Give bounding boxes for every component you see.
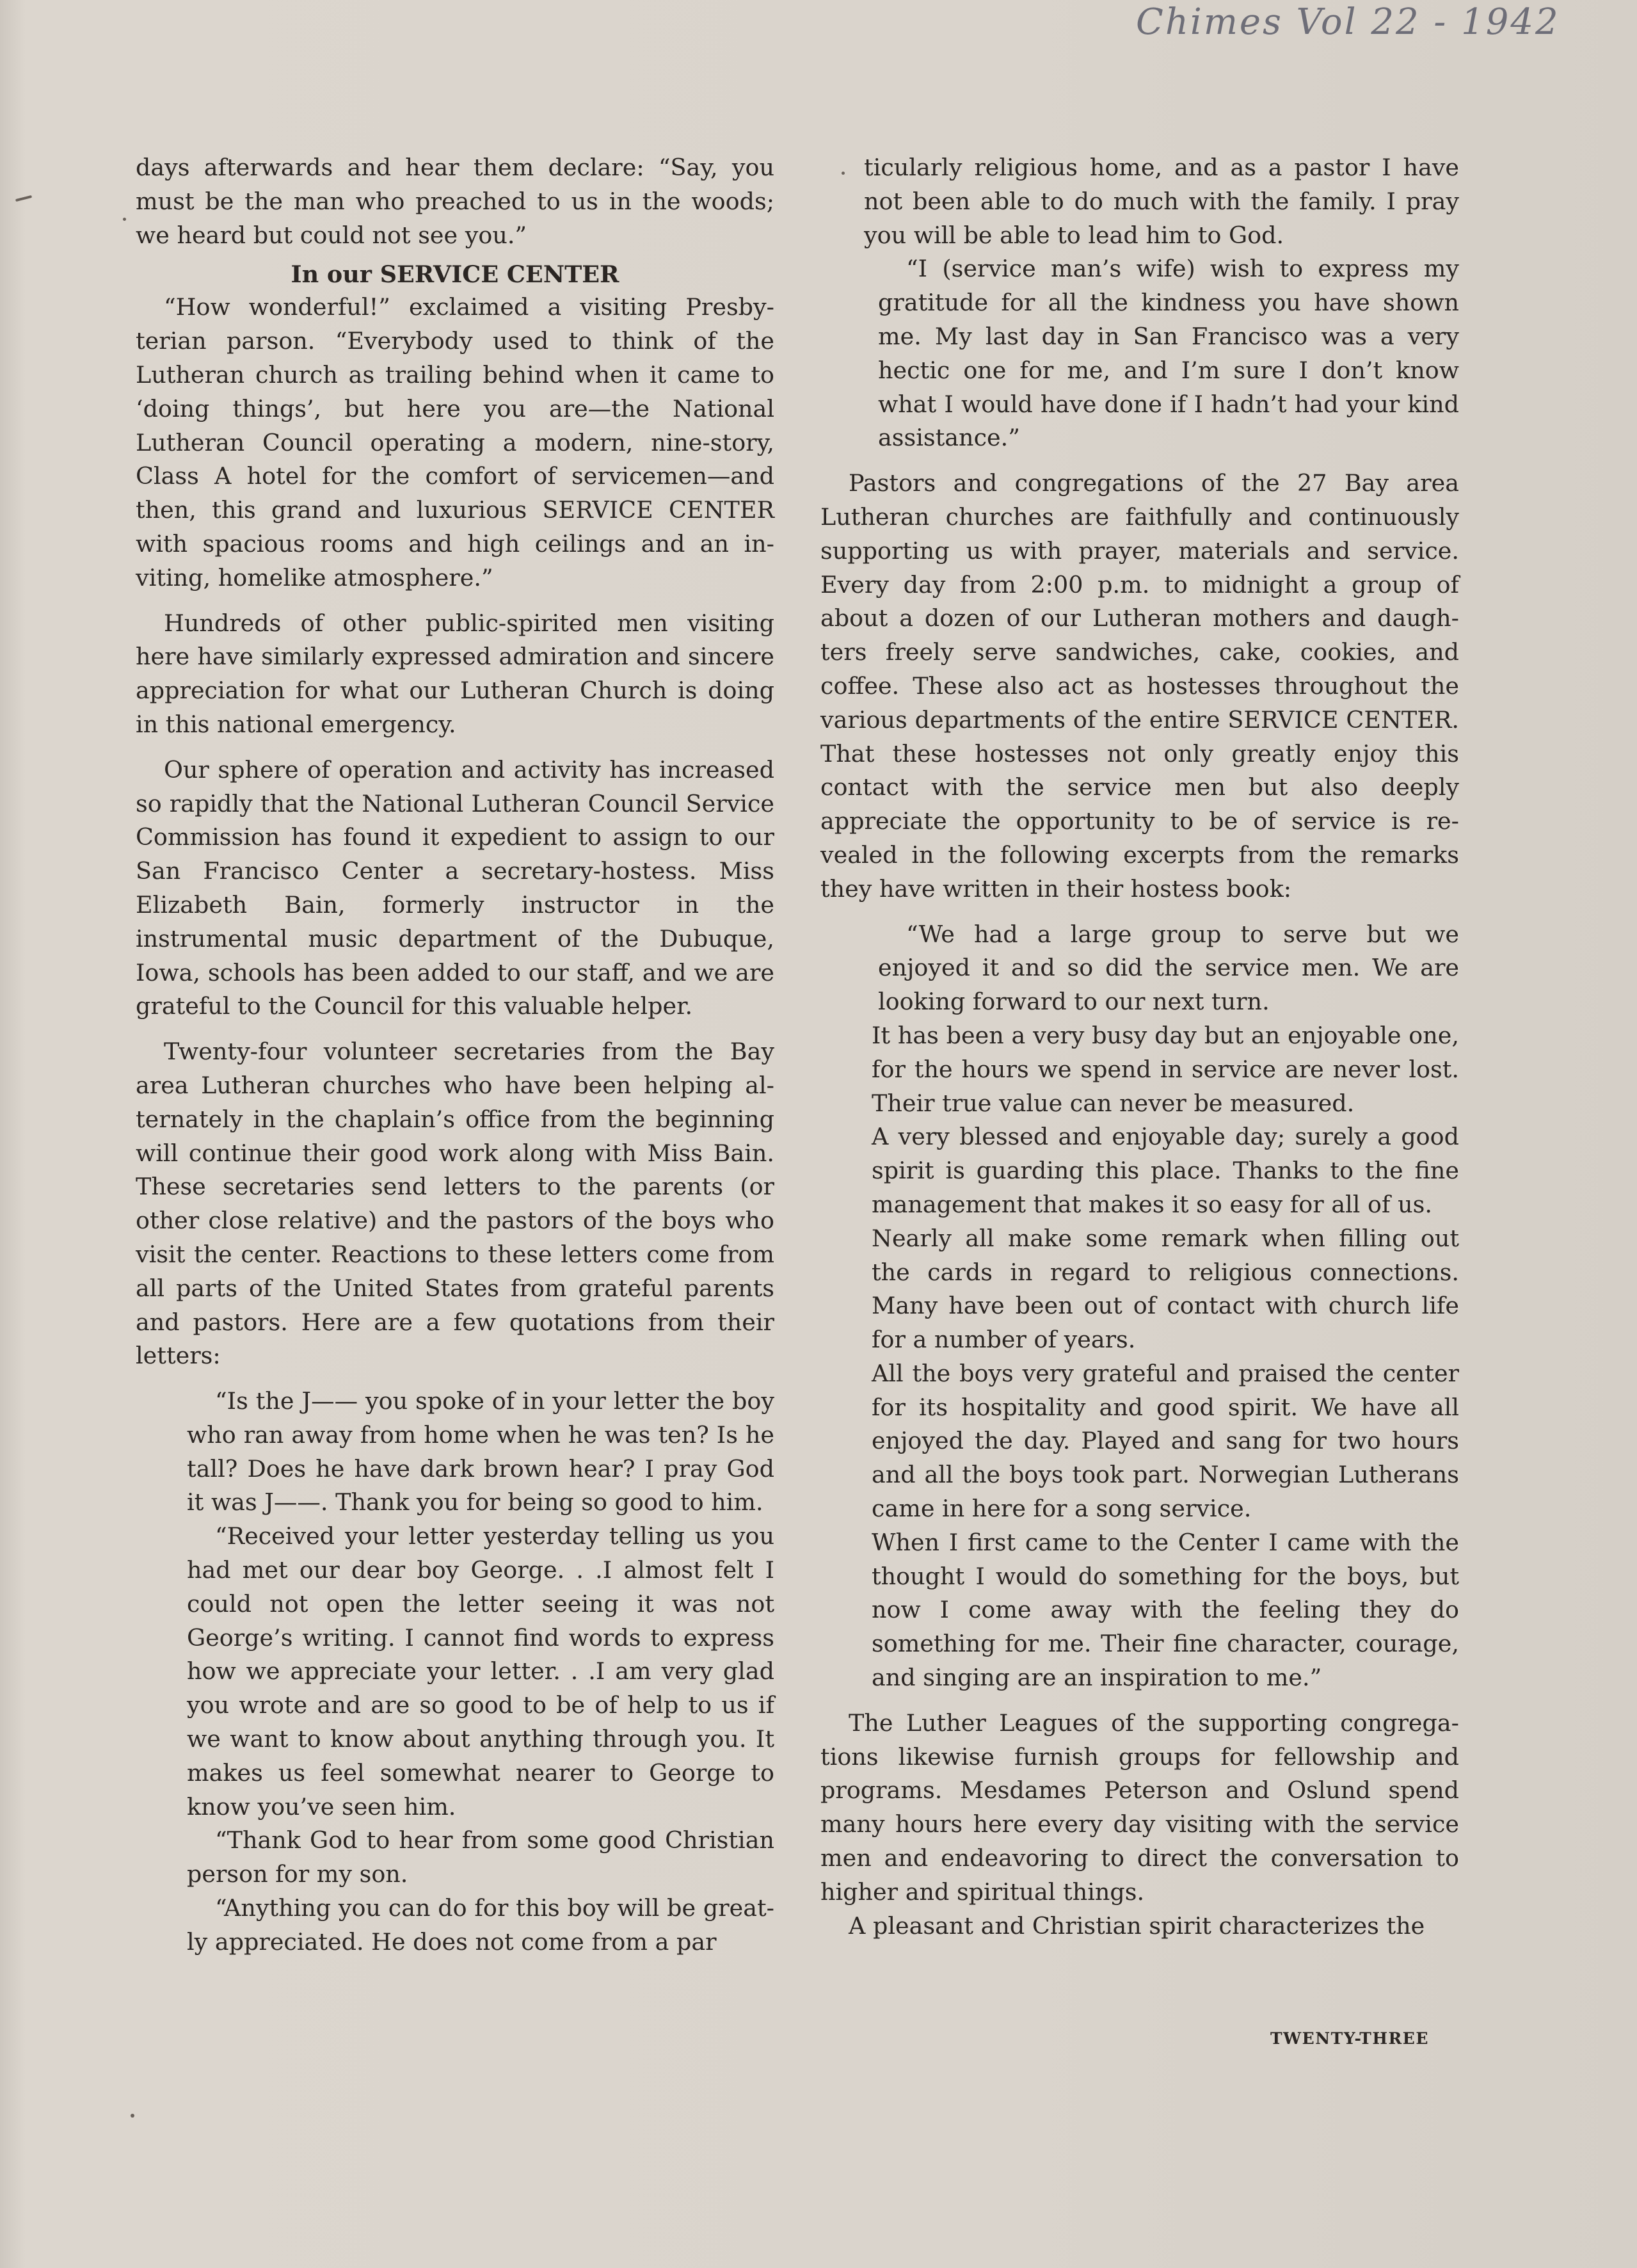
handwritten-archive-note: Chimes Vol 22 - 1942 xyxy=(1136,1,1560,43)
letter-quote: “Received your letter yesterday telling us you had met our dear boy George. . .I almost felt I could not open the letter seeing it was not George’s writing. I cannot find words to express how we appreciate your letter. . .I am very glad you wrote and are so good to be of help to us if we want to know about anything through you. It makes us feel somewhat nearer to George to know you’ve seen him. xyxy=(187,1522,774,1821)
hostess-remark: Nearly all make some remark when filling out the cards in regard to religious connections. Many have been out of contact with church life for a number of years. xyxy=(872,1224,1459,1354)
paragraph-pleasant: A pleasant and Christian spirit characterizes the xyxy=(849,1911,1425,1940)
left-column xyxy=(136,151,774,1959)
speck xyxy=(131,2114,134,2118)
letter-quote: “Anything you can do for this boy will be greatly appreciated. He does not come from a par xyxy=(187,1894,774,1956)
heading-main: SERVICE CENTER xyxy=(379,261,619,289)
section-heading xyxy=(136,259,774,291)
letter-quote: “I (service man’s wife) wish to express my gratitude for all the kindness you have shown me. My last day in San Francisco was a very hectic one for me, and I’m sure I don’t know what I would have done if I hadn’t had your kind assistance.” xyxy=(878,255,1459,452)
speck xyxy=(123,218,126,221)
hostess-remark: All the boys very grateful and praised the center for its hospitality and good spirit. We have all enjoyed the day. Played and sang for two hours and all the boys took part. Norwegian Lutherans came in here for a song service. xyxy=(872,1359,1459,1523)
hostess-remark: A very blessed and enjoyable day; surely a good spirit is guarding this place. Thanks to the fine management that makes it so easy for all of us. xyxy=(872,1123,1459,1218)
hostess-remark: It has been a very busy day but an enjoyable one, for the hours we spend in service are never lost. Their true value can never be measured. xyxy=(872,1021,1459,1117)
letter-quote: “Is the J—— you spoke of in your letter the boy who ran away from home when he was ten? Is he tall? Does he have dark brown hear? I pray God it was J——. Thank you for being so good to him. xyxy=(187,1387,774,1516)
paragraph-volunteers: Twenty-four volunteer secretaries from the Bay area Lutheran churches who have been helping alternately in the chaplain’s office from the beginning will continue their good work along with Miss Bain. These secretaries send letters to the parents (or other close relative) and the pastors of the boys who visit the center. Reactions to these letters come from all parts of the United States from grateful parents and pastors. Here are a few quotations from their letters: xyxy=(136,1038,774,1370)
page-number: TWENTY-THREE xyxy=(1270,2029,1429,2048)
heading-prefix: In our xyxy=(291,261,372,289)
paragraph-pastors: Pastors and congregations of the 27 Bay area Lutheran churches are faithfully and continuously supporting us with prayer, materials and service. Every day from 2:00 p.m. to midnight a group of about a dozen of our Lutheran mothers and daughters freely serve sandwiches, cake, cookies, and coffee. These also act as hostesses throughout the various departments of the entire SERVICE CENTER. That these hostesses not only greatly enjoy this contact with the service men but also deeply appreciate the opportunity to be of service is revealed in the following excerpts from the remarks they have written in their hostess book: xyxy=(820,469,1459,903)
letter-quote: “Thank God to hear from some good Christian person for my son. xyxy=(187,1826,774,1888)
paragraph-hundreds: Hundreds of other public-spirited men visiting here have similarly expressed admiration and sincere appreciation for what our Lutheran Church is doing in this national emergency. xyxy=(136,609,774,738)
right-column xyxy=(820,151,1459,1943)
paragraph-opening: days afterwards and hear them declare: “Say, you must be the man who preached to us in the woods; we heard but could not see you.” xyxy=(136,154,774,249)
paragraph-presbyterian: “How wonderful!” exclaimed a visiting Presbyterian parson. “Everybody used to think of the Lutheran church as trailing behind when it came to ‘doing things’, but here you are—the National Lutheran Council operating a modern, nine-story, Class A hotel for the comfort of servicemen—and then, this grand and luxurious SERVICE CENTER with spacious rooms and high ceilings and an inviting, homelike atmosphere.” xyxy=(136,293,774,591)
paragraph-sphere: Our sphere of operation and activity has increased so rapidly that the National Lutheran Council Service Commission has found it expedient to assign to our San Francisco Center a secretary-hostess. Miss Elizabeth Bain, formerly instructor in the instrumental music department of the Dubuque, Iowa, schools has been added to our staff, and we are grateful to the Council for this valuable helper. xyxy=(136,755,774,1020)
letter-quote-continued: ticularly religious home, and as a pastor I have not been able to do much with the family. I pray you will be able to lead him to God. xyxy=(864,154,1459,249)
paragraph-luther-leagues: The Luther Leagues of the supporting congregations likewise furnish groups for fellowship and programs. Mesdames Peterson and Oslund spend many hours here every day visiting with the service men and endeavoring to direct the conversation to higher and spiritual things. xyxy=(820,1709,1459,1906)
hostess-remark: “We had a large group to serve but we enjoyed it and so did the service men. We are looking forward to our next turn. xyxy=(878,920,1459,1016)
hostess-remark: When I first came to the Center I came with the thought I would do something for the boys, but now I come away with the feeling they do something for me. Their fine character, courage, and singing are an inspiration to me.” xyxy=(872,1528,1459,1692)
